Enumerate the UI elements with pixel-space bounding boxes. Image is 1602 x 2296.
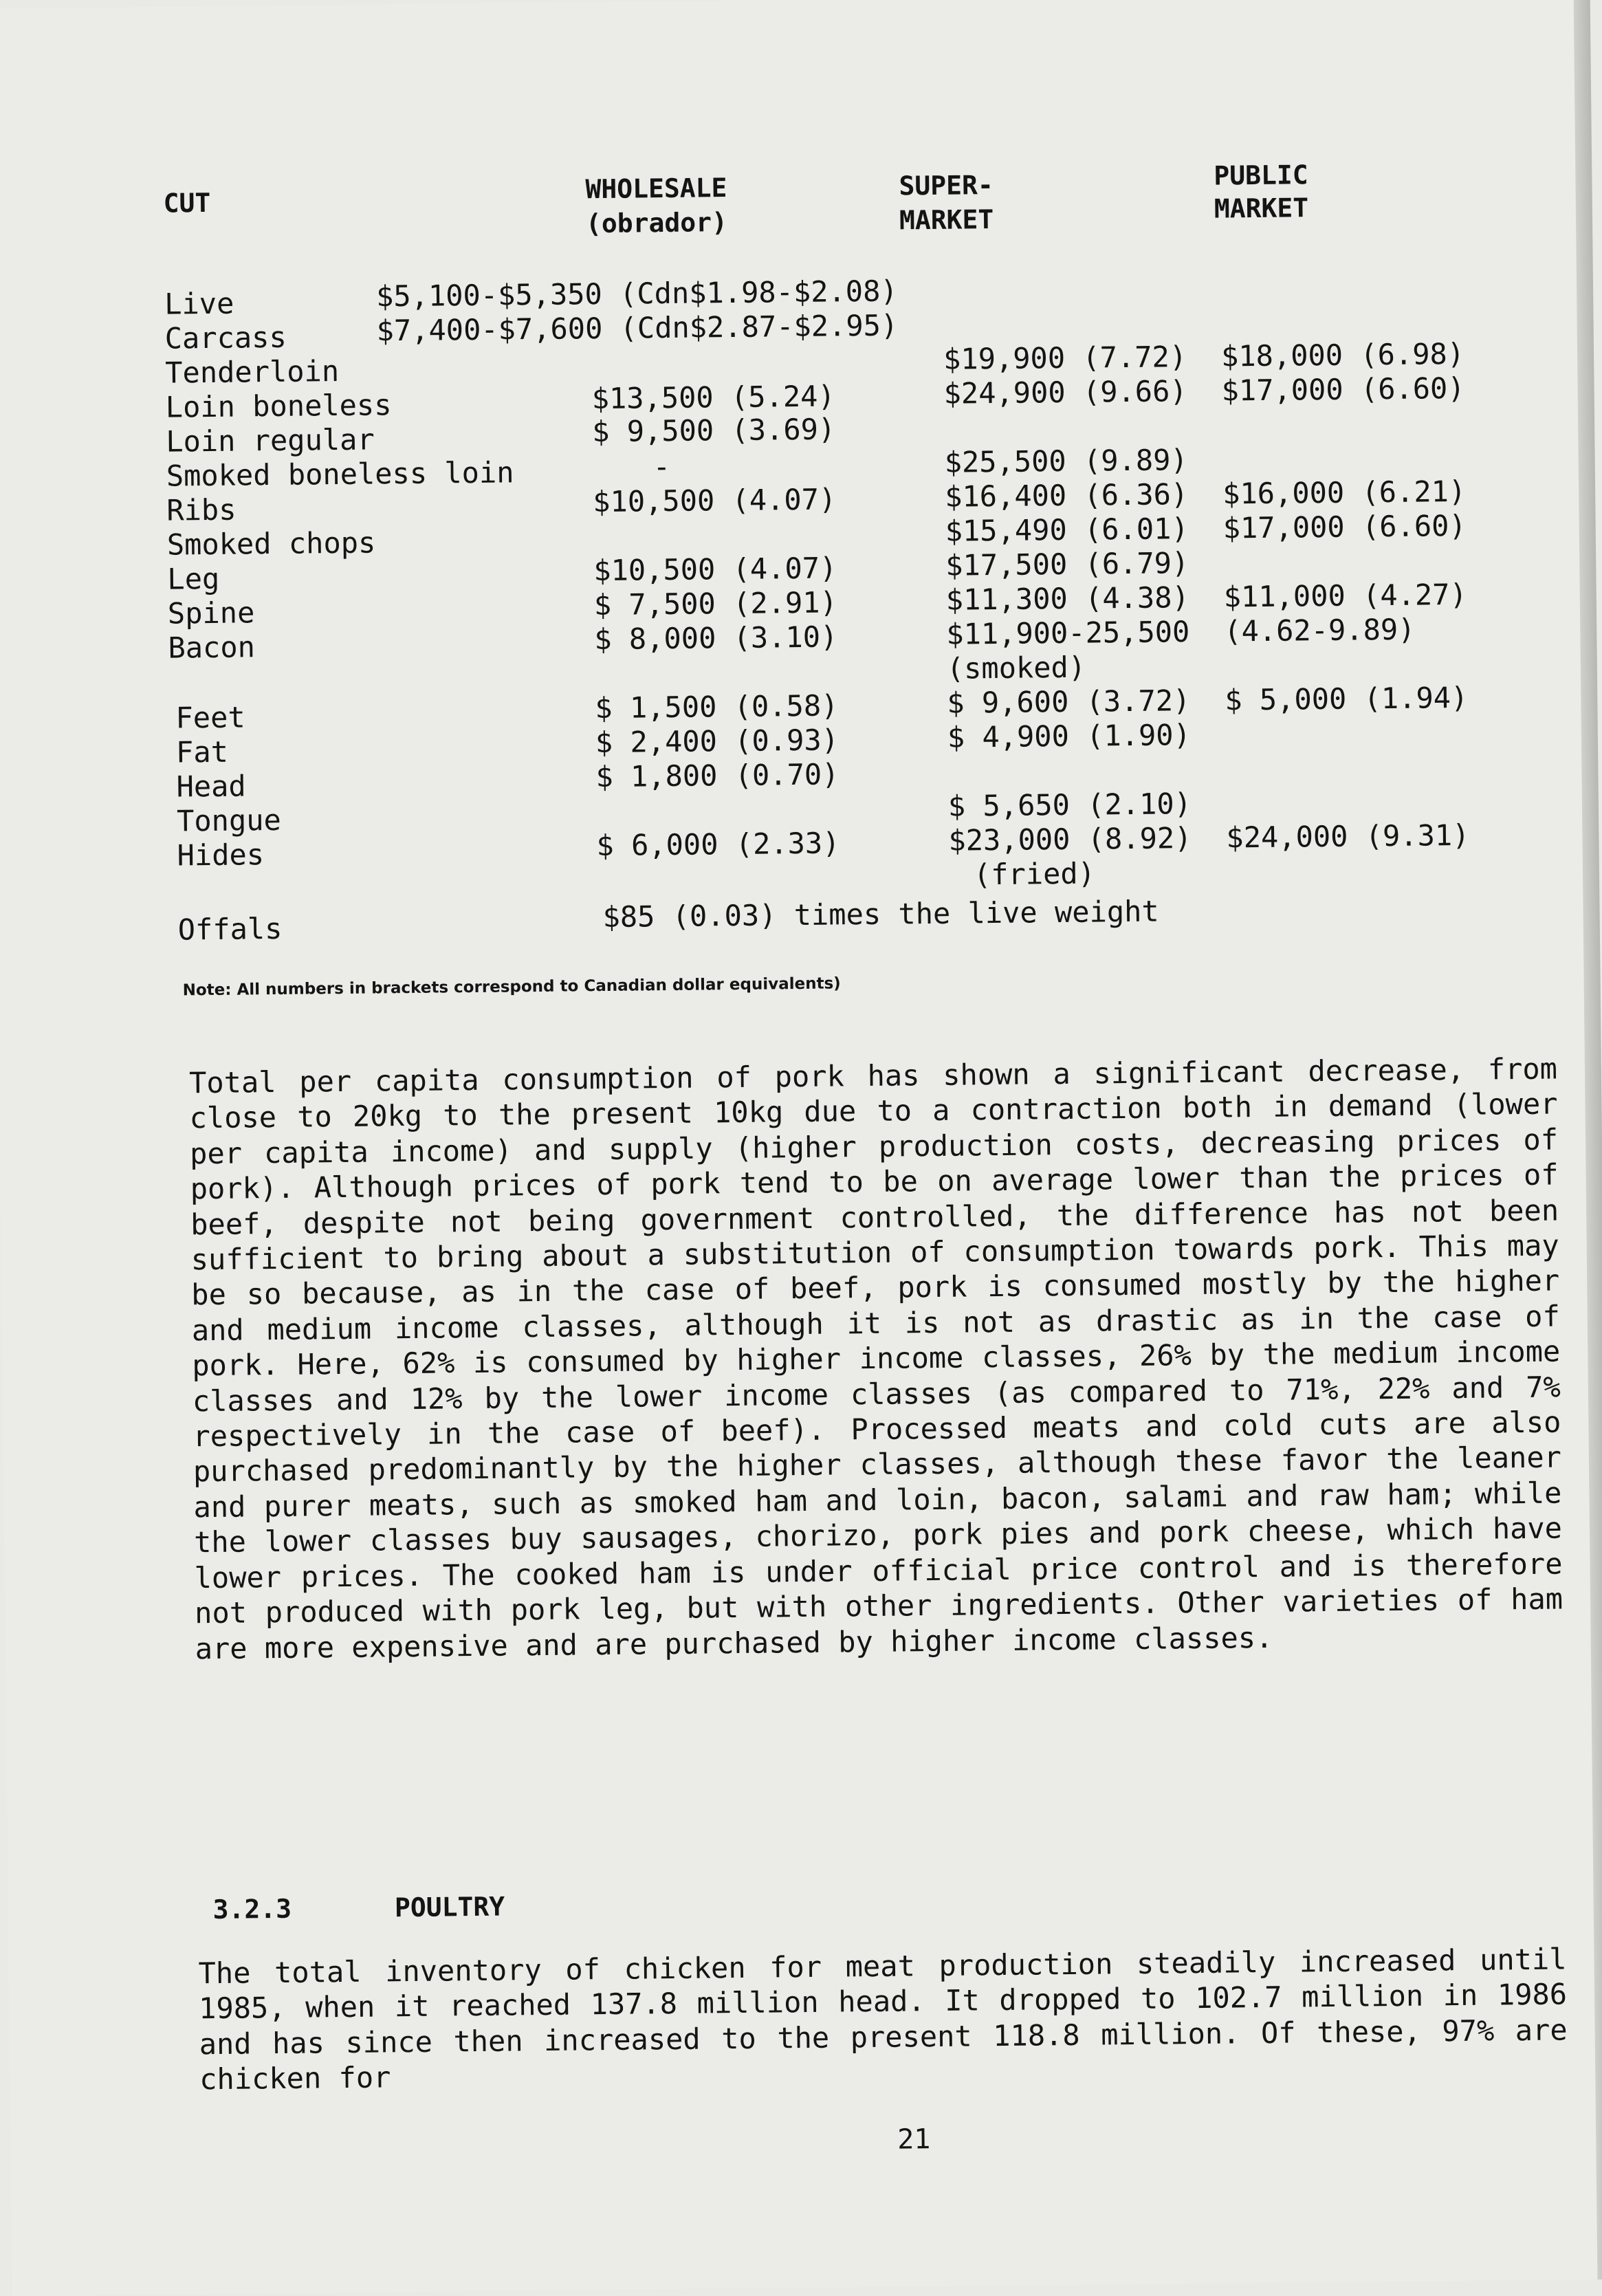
row-supermarket: $23,000 (8.92) xyxy=(948,821,1192,857)
header-supermarket-sub: MARKET xyxy=(899,204,994,236)
row-cut: Spine xyxy=(167,595,255,631)
section-heading xyxy=(212,1892,505,1925)
row-public-market: $17,000 (6.60) xyxy=(1222,508,1467,545)
row-cut: Leg xyxy=(167,561,220,596)
row-cut: Ribs xyxy=(166,492,237,527)
row-supermarket: $19,900 (7.72) xyxy=(943,340,1187,376)
row-wholesale: $5,100-$5,350 (Cdn$1.98-$2.08) xyxy=(375,274,898,314)
header-cut: CUT xyxy=(163,187,211,219)
row-public-market: $16,000 (6.21) xyxy=(1222,474,1467,511)
row-cut: Tenderloin xyxy=(164,353,340,390)
row-wholesale: $ 7,500 (2.91) xyxy=(593,585,838,622)
row-supermarket-note: (smoked) xyxy=(946,650,1086,686)
row-cut: Head xyxy=(176,769,246,804)
row-supermarket: $16,400 (6.36) xyxy=(944,477,1189,514)
row-wholesale: $10,500 (4.07) xyxy=(593,551,837,588)
poultry-paragraph: The total inventory of chicken for meat production steadily increased until 1985, when it reached 137.8 million head. It dropped to 102.7 million in 1986 and has since then increased to the present 118.8 million. Of these, 97% are chicken for xyxy=(198,1942,1568,2097)
row-public-market: $18,000 (6.98) xyxy=(1220,336,1465,373)
row-cut: Smoked chops xyxy=(166,525,376,562)
row-public-market: $ 5,000 (1.94) xyxy=(1225,680,1469,717)
row-wholesale: $ 8,000 (3.10) xyxy=(594,620,838,657)
header-public-market-sub: MARKET xyxy=(1214,193,1309,224)
row-wholesale: $ 1,800 (0.70) xyxy=(595,757,840,794)
row-supermarket: $ 4,900 (1.90) xyxy=(947,718,1192,754)
row-wholesale: $ 6,000 (2.33) xyxy=(596,826,840,863)
consumption-paragraph: Total per capita consumption of pork has shown a significant decrease, from close to 20kg to the present 10kg due to a contraction both in demand (lower per capita income) and supply (higher production costs, decreasing prices of pork). Although prices of pork tend to be on average lower than the prices of beef, despite not being government controlled, the difference has not been sufficient to bring about a substitution of consumption towards pork. This may be so because, as in the case of beef, pork is consumed mostly by the higher and medium income classes, although it is not as drastic as in the case of pork. Here, 62% is consumed by higher income classes, 26% by the medium income classes and 12% by the lower income classes (as compared to 71%, 22% and 7% respectively in the case of beef). Processed meats and cold cuts are also purchased predominantly by the higher classes, although these favor the leaner and purer meats, such as smoked ham and loin, bacon, salami and raw ham; while the lower classes buy sausages, chorizo, pork pies and pork cheese, which have lower prices. The cooked ham is under official price control and is therefore not produced with pork leg, but with other ingredients. Other varieties of ham are more expensive and are purchased by higher income classes. xyxy=(188,1051,1563,1665)
row-cut: Hides xyxy=(177,838,265,873)
row-public-market: $11,000 (4.27) xyxy=(1223,577,1467,614)
header-public-market: PUBLIC xyxy=(1214,160,1308,191)
row-wholesale: $ 2,400 (0.93) xyxy=(595,723,840,760)
row-supermarket: $17,500 (6.79) xyxy=(945,546,1189,582)
page-edge-shadow xyxy=(1574,0,1602,2279)
header-wholesale-sub: (obrador) xyxy=(585,207,728,239)
pork-prices-table xyxy=(0,0,1601,1040)
row-wholesale: - xyxy=(652,449,671,484)
section-number: 3.2.3 xyxy=(212,1893,292,1925)
row-supermarket: $15,490 (6.01) xyxy=(945,512,1189,548)
table-footnote: Note: All numbers in brackets correspond to Canadian dollar equivalents) xyxy=(182,974,841,1000)
row-supermarket: $ 9,600 (3.72) xyxy=(947,684,1191,720)
row-cut: Live xyxy=(164,286,234,321)
row-cut: Fat xyxy=(175,734,229,769)
section-title: POULTRY xyxy=(394,1891,505,1923)
row-wholesale: $ 1,500 (0.58) xyxy=(595,688,839,725)
row-public-market: (4.62-9.89) xyxy=(1224,612,1416,648)
header-supermarket: SUPER- xyxy=(899,169,994,201)
row-supermarket: $24,900 (9.66) xyxy=(943,374,1187,411)
row-cut: Offals xyxy=(177,911,283,947)
row-wholesale: $85 (0.03) times the live weight xyxy=(602,894,1159,934)
row-supermarket: $11,900-25,500 xyxy=(946,615,1190,651)
row-cut: Smoked boneless loin xyxy=(166,455,514,493)
row-cut: Carcass xyxy=(164,320,287,356)
row-cut: Tongue xyxy=(176,802,282,838)
row-wholesale: $10,500 (4.07) xyxy=(592,482,837,519)
row-wholesale: $ 9,500 (3.69) xyxy=(591,412,836,449)
row-supermarket: $ 5,650 (2.10) xyxy=(947,787,1192,823)
row-cut: Loin regular xyxy=(166,422,375,459)
row-wholesale: $13,500 (5.24) xyxy=(591,379,835,416)
row-cut: Feet xyxy=(175,700,245,735)
row-cut: Loin boneless xyxy=(165,388,392,424)
page-number: 21 xyxy=(897,2123,931,2156)
row-public-market: $24,000 (9.31) xyxy=(1226,818,1470,855)
row-supermarket: $11,300 (4.38) xyxy=(945,580,1190,617)
row-cut: Bacon xyxy=(168,630,256,665)
row-wholesale: $7,400-$7,600 (Cdn$2.87-$2.95) xyxy=(376,308,899,348)
row-supermarket: $25,500 (9.89) xyxy=(944,443,1188,479)
row-public-market: $17,000 (6.60) xyxy=(1221,371,1465,408)
row-supermarket-note: (fried) xyxy=(973,856,1096,892)
header-wholesale: WHOLESALE xyxy=(585,173,727,205)
